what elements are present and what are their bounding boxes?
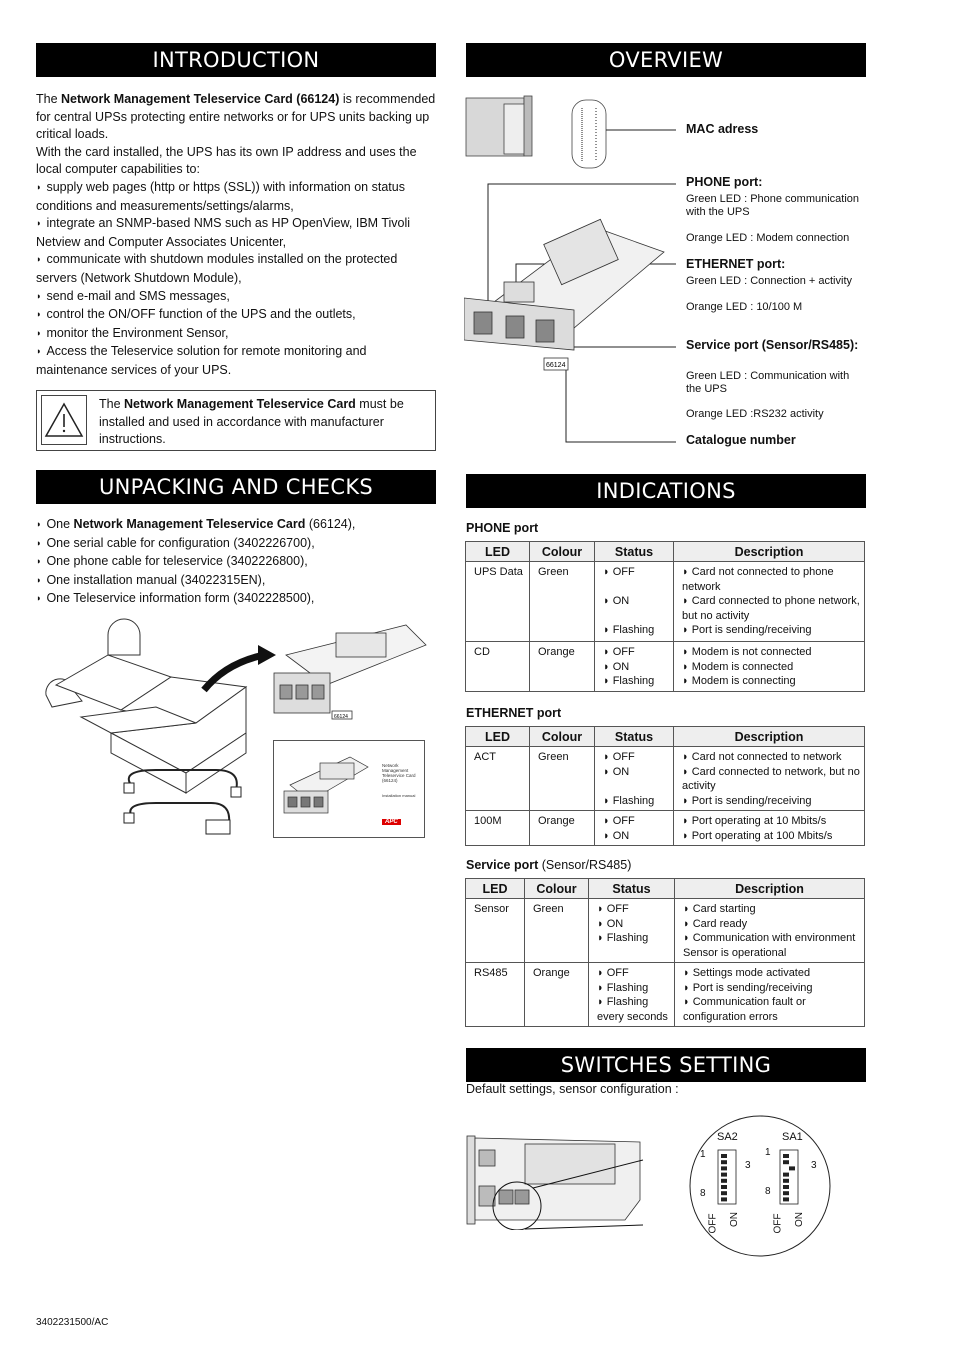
phone-port-table-title: PHONE port [466, 521, 539, 535]
warning-icon [41, 395, 87, 445]
dip-switches-detail [688, 1108, 833, 1268]
table-row [466, 811, 865, 846]
intro-bullet: ◗ supply web pages (http or https (SSL)) with information on status conditions and measurements/settings/alarms, [36, 179, 436, 215]
switch-board-illustration [465, 1130, 645, 1230]
manual-card-illustration [280, 749, 372, 819]
column-header: Status [595, 542, 674, 562]
manual-title-line: (66124) [382, 778, 398, 783]
sa2-position-3: 3 [745, 1160, 751, 1171]
manual-title-line: Network [382, 763, 399, 768]
status-cell: ◗ OFF ◗ ON ◗ Flashing [595, 747, 674, 811]
dip-switch-toggle [783, 1154, 789, 1158]
sa1-label: SA1 [782, 1131, 803, 1143]
phone-port-orange-led: Orange LED : Modem connection [686, 232, 850, 244]
intro-bullet: ◗ monitor the Environment Sensor, [36, 325, 436, 344]
description-cell: ◗ Port operating at 10 Mbits/s ◗ Port operating at 100 Mbits/s [674, 811, 865, 846]
sa1-position-3: 3 [811, 1160, 817, 1171]
intro-bullet: ◗ integrate an SNMP-based NMS such as HP OpenView, IBM Tivoli Netview and Computer Associates Unicenter, [36, 215, 436, 251]
unpacking-item: ◗ One Teleservice information form (3402228500), [36, 590, 436, 609]
intro-text [36, 91, 436, 380]
column-header: Status [595, 727, 674, 747]
status-cell: ◗ OFF ◗ ON ◗ Flashing [595, 642, 674, 692]
apc-logo: APC [382, 819, 401, 825]
column-header: Description [674, 727, 865, 747]
card-overview-illustration [464, 92, 684, 447]
led-cell: CD [466, 642, 530, 692]
dip-switch-toggle [783, 1179, 789, 1183]
unpacking-list [36, 516, 436, 609]
table-row [466, 747, 865, 811]
phone-port-table [465, 541, 865, 692]
dip-switch-toggle [721, 1166, 727, 1170]
dip-switch-toggle [783, 1173, 789, 1177]
column-header: Colour [530, 542, 595, 562]
sa1-off-label: OFF [772, 1213, 784, 1234]
description-cell: ◗ Modem is not connected ◗ Modem is connected ◗ Modem is connecting [674, 642, 865, 692]
manual-title-line: Teleservice Card [382, 773, 416, 778]
colour-cell: Green [525, 899, 589, 963]
colour-cell: Orange [525, 963, 589, 1027]
phone-port-green-led: Green LED : Phone communication with the UPS [686, 193, 860, 218]
sa1-position-8: 8 [765, 1186, 771, 1197]
intro-bullet: ◗ send e-mail and SMS messages, [36, 288, 436, 307]
card-label: 66124 [334, 714, 348, 720]
introduction-header: INTRODUCTION [36, 43, 436, 77]
dip-switch-toggle [721, 1173, 727, 1177]
colour-cell: Orange [530, 642, 595, 692]
dip-switch-toggle [783, 1160, 789, 1164]
column-header: Colour [530, 727, 595, 747]
sa2-position-8: 8 [700, 1188, 706, 1199]
unpacking-item: ◗ One installation manual (34022315EN), [36, 572, 436, 591]
ethernet-port-orange-led: Orange LED : 10/100 M [686, 301, 803, 313]
colour-cell: Green [530, 562, 595, 642]
status-cell: ◗ OFF ◗ ON [595, 811, 674, 846]
column-header: LED [466, 727, 530, 747]
table-row [466, 642, 865, 692]
status-cell: ◗ OFF ◗ ON ◗ Flashing [595, 562, 674, 642]
indications-header: INDICATIONS [466, 474, 866, 508]
column-header: LED [466, 542, 530, 562]
column-header: Description [674, 542, 865, 562]
description-cell: ◗ Card starting ◗ Card ready ◗ Communication with environment Sensor is operational [675, 899, 865, 963]
dip-switch-toggle [721, 1160, 727, 1164]
table-row [466, 899, 865, 963]
description-cell: ◗ Settings mode activated ◗ Port is sending/receiving ◗ Communication fault or configuration errors [675, 963, 865, 1027]
colour-cell: Orange [530, 811, 595, 846]
column-header: LED [466, 879, 525, 899]
service-port-table-title: Service port (Sensor/RS485) [466, 858, 632, 872]
dip-switch-toggle [783, 1185, 789, 1189]
overview-header: OVERVIEW [466, 43, 866, 77]
dip-switch-toggle [783, 1191, 789, 1195]
led-cell: ACT [466, 747, 530, 811]
switches-header: SWITCHES SETTING [466, 1048, 866, 1082]
dip-switch-toggle [721, 1191, 727, 1195]
switches-caption: Default settings, sensor configuration : [466, 1082, 679, 1096]
status-cell: ◗ OFF ◗ ON ◗ Flashing [589, 899, 675, 963]
ethernet-port-title: ETHERNET port: [686, 257, 786, 271]
service-port-table [465, 878, 865, 1027]
table-row [466, 562, 865, 642]
installation-manual-cover [273, 740, 425, 838]
intro-bullet: ◗ communicate with shutdown modules installed on the protected servers (Network Shutdown Module), [36, 251, 436, 287]
dip-switch-toggle [721, 1154, 727, 1158]
catalogue-label: 66124 [546, 362, 566, 369]
column-header: Colour [525, 879, 589, 899]
sa2-label: SA2 [717, 1131, 738, 1143]
unpacking-item: ◗ One Network Management Teleservice Card (66124), [36, 516, 436, 535]
status-cell: ◗ OFF ◗ Flashing ◗ Flashing every seconds [589, 963, 675, 1027]
sa1-position-1: 1 [765, 1147, 771, 1158]
column-header: Status [589, 879, 675, 899]
unpacking-item: ◗ One serial cable for configuration (3402226700), [36, 535, 436, 554]
dip-switch-toggle [721, 1197, 727, 1201]
intro-paragraph-2: With the card installed, the UPS has its own IP address and uses the local computer capabilities to: [36, 144, 417, 177]
colour-cell: Green [530, 747, 595, 811]
mac-address-label: MAC adress [686, 122, 759, 136]
document-reference: 3402231500/AC [36, 1317, 109, 1328]
dip-switch-toggle [721, 1179, 727, 1183]
manual-subtitle: Installation manual [382, 793, 416, 798]
ethernet-port-green-led: Green LED : Connection + activity [686, 275, 852, 287]
warning-box [36, 390, 436, 451]
led-cell: Sensor [466, 899, 525, 963]
table-row [466, 963, 865, 1027]
description-cell: ◗ Card not connected to phone network ◗ Card connected to phone network, but no activity ◗ Port is sending/receiving [674, 562, 865, 642]
intro-bullet: ◗ Access the Teleservice solution for remote monitoring and maintenance services of your UPS. [36, 343, 436, 379]
intro-bullet: ◗ control the ON/OFF function of the UPS and the outlets, [36, 306, 436, 325]
warning-text: The Network Management Teleservice Card must be installed and used in accordance with manufacturer instructions. [99, 397, 404, 446]
dip-switch-toggle [789, 1166, 795, 1170]
service-port-title: Service port (Sensor/RS485): [686, 338, 859, 352]
led-cell: UPS Data [466, 562, 530, 642]
unpacking-item: ◗ One phone cable for teleservice (3402226800), [36, 553, 436, 572]
sa1-on-label: ON [794, 1212, 805, 1227]
sa2-on-label: ON [729, 1212, 740, 1227]
manual-title-line: Management [382, 768, 409, 773]
unpacking-header: UNPACKING AND CHECKS [36, 470, 436, 504]
dip-switch-toggle [783, 1197, 789, 1201]
dip-switch-toggle [721, 1185, 727, 1189]
ethernet-port-table-title: ETHERNET port [466, 706, 562, 720]
sa2-off-label: OFF [707, 1213, 719, 1234]
phone-port-title: PHONE port: [686, 175, 763, 189]
column-header: Description [675, 879, 865, 899]
ethernet-port-table [465, 726, 865, 846]
sa2-position-1: 1 [700, 1149, 706, 1160]
description-cell: ◗ Card not connected to network ◗ Card connected to network, but no activity ◗ Port is sending/receiving [674, 747, 865, 811]
service-port-orange-led: Orange LED :RS232 activity [686, 408, 824, 420]
led-cell: RS485 [466, 963, 525, 1027]
catalogue-number-label: Catalogue number [686, 433, 796, 447]
service-port-green-led: Green LED : Communication with the UPS [686, 370, 850, 395]
intro-paragraph-1: The Network Management Teleservice Card (66124) is recommended for central UPSs protecting entire networks or for UPS units backing up critical loads. [36, 92, 436, 142]
led-cell: 100M [466, 811, 530, 846]
